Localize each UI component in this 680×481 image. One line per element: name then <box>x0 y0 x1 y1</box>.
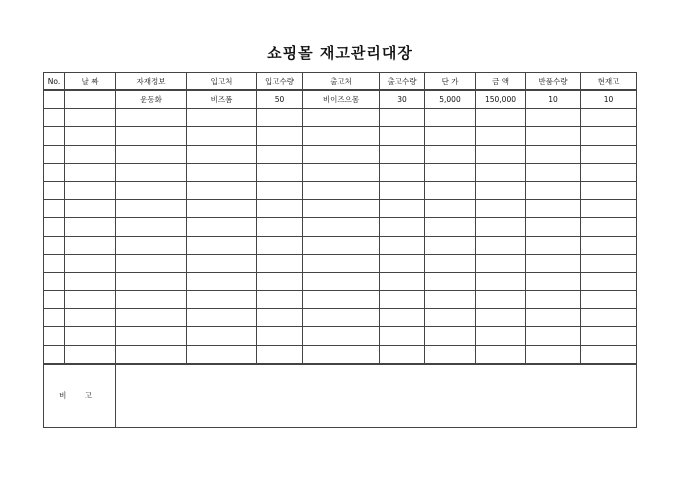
table-cell[interactable] <box>476 163 526 181</box>
table-cell[interactable] <box>65 127 116 145</box>
table-cell[interactable] <box>526 163 581 181</box>
table-cell[interactable] <box>581 218 637 236</box>
table-cell[interactable] <box>581 291 637 309</box>
table-cell[interactable]: 운동화 <box>116 90 187 109</box>
table-cell[interactable] <box>425 127 476 145</box>
table-cell[interactable] <box>581 236 637 254</box>
table-cell[interactable] <box>303 218 380 236</box>
table-cell[interactable] <box>526 145 581 163</box>
table-cell[interactable] <box>187 127 257 145</box>
table-cell[interactable] <box>380 218 425 236</box>
table-cell[interactable] <box>425 254 476 272</box>
table-cell[interactable] <box>187 181 257 199</box>
table-cell[interactable] <box>257 345 303 364</box>
table-cell[interactable] <box>44 163 65 181</box>
table-cell[interactable] <box>425 291 476 309</box>
table-cell[interactable] <box>581 272 637 290</box>
table-cell[interactable] <box>581 309 637 327</box>
table-cell[interactable] <box>187 236 257 254</box>
table-row <box>44 218 637 236</box>
table-cell[interactable] <box>187 145 257 163</box>
table-cell[interactable] <box>65 163 116 181</box>
table-cell[interactable] <box>526 254 581 272</box>
table-cell[interactable] <box>44 200 65 218</box>
table-cell[interactable]: 비즈폼 <box>187 90 257 109</box>
table-cell[interactable] <box>44 90 65 109</box>
table-cell[interactable] <box>65 90 116 109</box>
table-cell[interactable] <box>303 254 380 272</box>
table-cell[interactable] <box>116 127 187 145</box>
table-row <box>44 145 637 163</box>
column-header: 자재정보 <box>116 73 187 91</box>
column-header: 현재고 <box>581 73 637 91</box>
table-cell[interactable] <box>116 109 187 127</box>
table-cell[interactable] <box>476 109 526 127</box>
table-cell[interactable] <box>425 145 476 163</box>
column-header: 금 액 <box>476 73 526 91</box>
table-cell[interactable]: 비이즈으몸 <box>303 90 380 109</box>
column-header: 단 가 <box>425 73 476 91</box>
table-cell[interactable] <box>116 218 187 236</box>
table-cell[interactable] <box>476 236 526 254</box>
remarks-label: 비 고 <box>44 364 116 428</box>
table-cell[interactable] <box>380 127 425 145</box>
table-cell[interactable] <box>476 127 526 145</box>
table-cell[interactable] <box>257 200 303 218</box>
table-cell[interactable] <box>65 254 116 272</box>
table-cell[interactable] <box>65 109 116 127</box>
table-cell[interactable] <box>476 218 526 236</box>
table-cell[interactable] <box>257 109 303 127</box>
table-cell[interactable] <box>425 181 476 199</box>
table-cell[interactable] <box>581 145 637 163</box>
table-cell[interactable] <box>425 236 476 254</box>
table-cell[interactable] <box>526 218 581 236</box>
table-cell[interactable] <box>425 218 476 236</box>
table-cell[interactable]: 10 <box>581 90 637 109</box>
document-title: 쇼핑몰 재고관리대장 <box>267 44 413 62</box>
table-cell[interactable] <box>303 163 380 181</box>
table-cell[interactable] <box>476 200 526 218</box>
table-cell[interactable] <box>65 327 116 345</box>
table-cell[interactable] <box>380 163 425 181</box>
table-cell[interactable] <box>44 109 65 127</box>
remarks-row <box>44 364 637 428</box>
table-cell[interactable] <box>257 163 303 181</box>
column-header: 출고처 <box>303 73 380 91</box>
table-cell[interactable] <box>257 218 303 236</box>
table-cell[interactable] <box>65 272 116 290</box>
table-cell[interactable] <box>581 181 637 199</box>
table-cell[interactable] <box>116 145 187 163</box>
table-cell[interactable] <box>116 272 187 290</box>
table-cell[interactable] <box>116 254 187 272</box>
table-cell[interactable] <box>187 291 257 309</box>
table-cell[interactable] <box>425 345 476 364</box>
table-cell[interactable] <box>44 181 65 199</box>
table-cell[interactable] <box>476 145 526 163</box>
table-cell[interactable] <box>380 145 425 163</box>
table-cell[interactable] <box>44 254 65 272</box>
table-cell[interactable] <box>257 236 303 254</box>
table-cell[interactable] <box>65 309 116 327</box>
table-cell[interactable] <box>526 236 581 254</box>
table-cell[interactable] <box>65 236 116 254</box>
table-cell[interactable]: 150,000 <box>476 90 526 109</box>
table-cell[interactable] <box>257 272 303 290</box>
table-cell[interactable] <box>65 345 116 364</box>
table-cell[interactable] <box>581 109 637 127</box>
table-cell[interactable] <box>526 200 581 218</box>
table-row <box>44 309 637 327</box>
table-cell[interactable] <box>303 309 380 327</box>
table-row <box>44 90 637 109</box>
table-cell[interactable] <box>116 291 187 309</box>
table-row <box>44 272 637 290</box>
table-cell[interactable] <box>303 327 380 345</box>
column-header: 입고수량 <box>257 73 303 91</box>
table-cell[interactable] <box>476 181 526 199</box>
table-cell[interactable]: 10 <box>526 90 581 109</box>
table-cell[interactable] <box>526 291 581 309</box>
table-cell[interactable] <box>187 109 257 127</box>
table-cell[interactable] <box>476 327 526 345</box>
table-cell[interactable] <box>526 181 581 199</box>
table-cell[interactable] <box>187 163 257 181</box>
table-cell[interactable] <box>187 309 257 327</box>
column-header: No. <box>44 73 65 91</box>
table-cell[interactable] <box>257 327 303 345</box>
table-cell[interactable] <box>44 309 65 327</box>
table-cell[interactable] <box>116 345 187 364</box>
table-cell[interactable] <box>187 218 257 236</box>
table-cell[interactable] <box>425 327 476 345</box>
table-cell[interactable]: 5,000 <box>425 90 476 109</box>
table-cell[interactable]: 50 <box>257 90 303 109</box>
table-cell[interactable] <box>425 272 476 290</box>
table-cell[interactable] <box>187 254 257 272</box>
table-cell[interactable] <box>380 200 425 218</box>
table-cell[interactable] <box>380 309 425 327</box>
table-cell[interactable] <box>425 200 476 218</box>
table-cell[interactable] <box>257 309 303 327</box>
table-row <box>44 291 637 309</box>
table-cell[interactable] <box>44 218 65 236</box>
column-header: 날 짜 <box>65 73 116 91</box>
table-cell[interactable] <box>303 181 380 199</box>
table-cell[interactable] <box>257 145 303 163</box>
table-cell[interactable] <box>116 236 187 254</box>
table-cell[interactable] <box>380 291 425 309</box>
table-cell[interactable]: 30 <box>380 90 425 109</box>
table-cell[interactable] <box>44 327 65 345</box>
table-cell[interactable] <box>44 236 65 254</box>
table-cell[interactable] <box>581 127 637 145</box>
table-cell[interactable] <box>581 163 637 181</box>
column-header: 입고처 <box>187 73 257 91</box>
table-cell[interactable] <box>116 181 187 199</box>
table-cell[interactable] <box>425 309 476 327</box>
remarks-cell[interactable] <box>116 364 637 428</box>
table-row <box>44 181 637 199</box>
table-cell[interactable] <box>65 200 116 218</box>
table-cell[interactable] <box>581 327 637 345</box>
inventory-ledger-table <box>43 72 637 428</box>
table-cell[interactable] <box>581 345 637 364</box>
table-cell[interactable] <box>476 345 526 364</box>
table-cell[interactable] <box>187 327 257 345</box>
table-cell[interactable] <box>380 181 425 199</box>
table-cell[interactable] <box>303 109 380 127</box>
table-cell[interactable] <box>303 345 380 364</box>
table-cell[interactable] <box>303 200 380 218</box>
table-row <box>44 327 637 345</box>
table-cell[interactable] <box>425 163 476 181</box>
table-cell[interactable] <box>65 145 116 163</box>
table-cell[interactable] <box>44 127 65 145</box>
table-cell[interactable] <box>526 309 581 327</box>
table-cell[interactable] <box>581 254 637 272</box>
table-cell[interactable] <box>476 254 526 272</box>
table-cell[interactable] <box>476 309 526 327</box>
column-header: 반품수량 <box>526 73 581 91</box>
table-cell[interactable] <box>526 272 581 290</box>
table-cell[interactable] <box>187 200 257 218</box>
table-cell[interactable] <box>380 345 425 364</box>
table-cell[interactable] <box>303 272 380 290</box>
table-cell[interactable] <box>65 181 116 199</box>
table-cell[interactable] <box>380 254 425 272</box>
table-cell[interactable] <box>116 309 187 327</box>
table-cell[interactable] <box>187 345 257 364</box>
table-cell[interactable] <box>581 200 637 218</box>
column-header: 출고수량 <box>380 73 425 91</box>
table-cell[interactable] <box>476 272 526 290</box>
table-cell[interactable] <box>303 291 380 309</box>
table-cell[interactable] <box>380 327 425 345</box>
table-cell[interactable] <box>303 145 380 163</box>
table-cell[interactable] <box>380 236 425 254</box>
table-cell[interactable] <box>116 163 187 181</box>
table-cell[interactable] <box>44 145 65 163</box>
table-cell[interactable] <box>44 291 65 309</box>
table-cell[interactable] <box>65 291 116 309</box>
table-cell[interactable] <box>526 127 581 145</box>
table-row <box>44 127 637 145</box>
table-cell[interactable] <box>257 254 303 272</box>
table-row <box>44 236 637 254</box>
table-cell[interactable] <box>44 345 65 364</box>
table-row <box>44 163 637 181</box>
table-cell[interactable] <box>526 327 581 345</box>
table-cell[interactable] <box>303 127 380 145</box>
table-row <box>44 345 637 364</box>
table-cell[interactable] <box>526 109 581 127</box>
table-cell[interactable] <box>257 291 303 309</box>
table-cell[interactable] <box>187 272 257 290</box>
table-row <box>44 109 637 127</box>
table-cell[interactable] <box>526 345 581 364</box>
table-row <box>44 254 637 272</box>
table-cell[interactable] <box>380 109 425 127</box>
table-cell[interactable] <box>303 236 380 254</box>
table-cell[interactable] <box>476 291 526 309</box>
table-row <box>44 200 637 218</box>
table-header-row <box>44 73 637 91</box>
table-cell[interactable] <box>257 127 303 145</box>
table-cell[interactable] <box>380 272 425 290</box>
table-cell[interactable] <box>116 200 187 218</box>
table-cell[interactable] <box>116 327 187 345</box>
table-cell[interactable] <box>44 272 65 290</box>
table-cell[interactable] <box>257 181 303 199</box>
table-cell[interactable] <box>425 109 476 127</box>
table-cell[interactable] <box>65 218 116 236</box>
